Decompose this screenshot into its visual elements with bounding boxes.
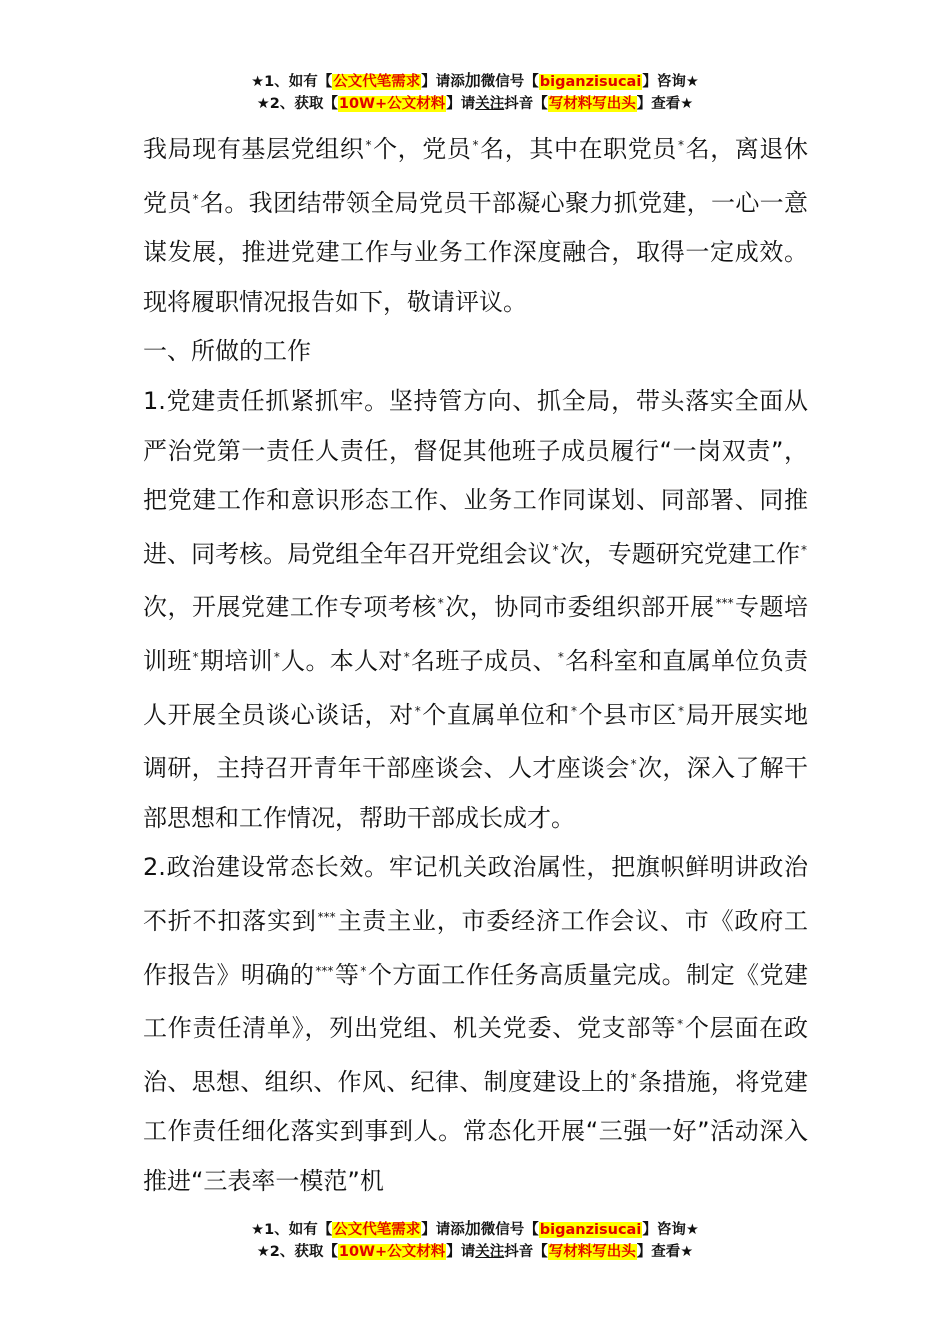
banner-line-2: ★2、获取【10W+公文材料】请关注抖音【写材料写出头】查看★ (256, 96, 694, 112)
banner-line-1: ★1、如有【公文代笔需求】请添加微信号【biganzisucai】咨询★ (251, 71, 699, 90)
banner-highlight: 写材料写出头 (548, 96, 636, 112)
banner-highlight: biganzisucai (539, 74, 642, 90)
bottom-banner (0, 1218, 950, 1264)
banner-highlight: 公文代笔需求 (333, 74, 421, 90)
banner-line-1: ★1、如有【公文代笔需求】请添加微信号【biganzisucai】咨询★ (251, 1219, 699, 1238)
item-1-paragraph: 1.党建责任抓紧抓牢。坚持管方向、抓全局，带头落实全面从严治党第一责任人责任，督促其他班子成员履行“一岗双责”，把党建工作和意识形态工作、业务工作同谋划、同部署、同推进、同考核。局党组全年召开党组会议*次，专题研究党建工作*次，开展党建工作专项考核*次，协同市委组织部开展***专题培训班*期培训*人。本人对*名班子成员、*名科室和直属单位负责人开展全员谈心谈话，对*个直属单位和*个县市区*局开展实地调研，主持召开青年干部座谈会、人才座谈会*次，深入了解干部思想和工作情况，帮助干部成长成才。 (143, 386, 809, 832)
banner-highlight: 公文代笔需求 (333, 1222, 421, 1238)
banner-line-2: ★2、获取【10W+公文材料】请关注抖音【写材料写出头】查看★ (256, 1244, 694, 1260)
top-banner (0, 70, 950, 116)
banner-highlight: biganzisucai (539, 1222, 642, 1238)
banner-highlight: 10W+公文材料 (338, 96, 446, 112)
banner-highlight: 写材料写出头 (548, 1244, 636, 1260)
banner-highlight: 10W+公文材料 (338, 1244, 446, 1260)
section-heading: 一、所做的工作 (143, 337, 311, 366)
document-body (143, 121, 808, 1206)
item-2-paragraph: 2.政治建设常态长效。牢记机关政治属性，把旗帜鲜明讲政治不折不扣落实到***主责主业，市委经济工作会议、市《政府工作报告》明确的***等*个方面工作任务高质量完成。制定《党建工作责任清单》，列出党组、机关党委、党支部等*个层面在政治、思想、组织、作风、纪律、制度建设上的*条措施，将党建工作责任细化落实到事到人。常态化开展“三强一好”活动深入推进“三表率一模范”机 (143, 853, 809, 1195)
intro-paragraph: 我局现有基层党组织*个，党员*名，其中在职党员*名，离退休党员*名。我团结带领全局党员干部凝心聚力抓党建，一心一意谋发展，推进党建工作与业务工作深度融合，取得一定成效。现将履职情况报告如下，敬请评议。 (143, 135, 809, 316)
